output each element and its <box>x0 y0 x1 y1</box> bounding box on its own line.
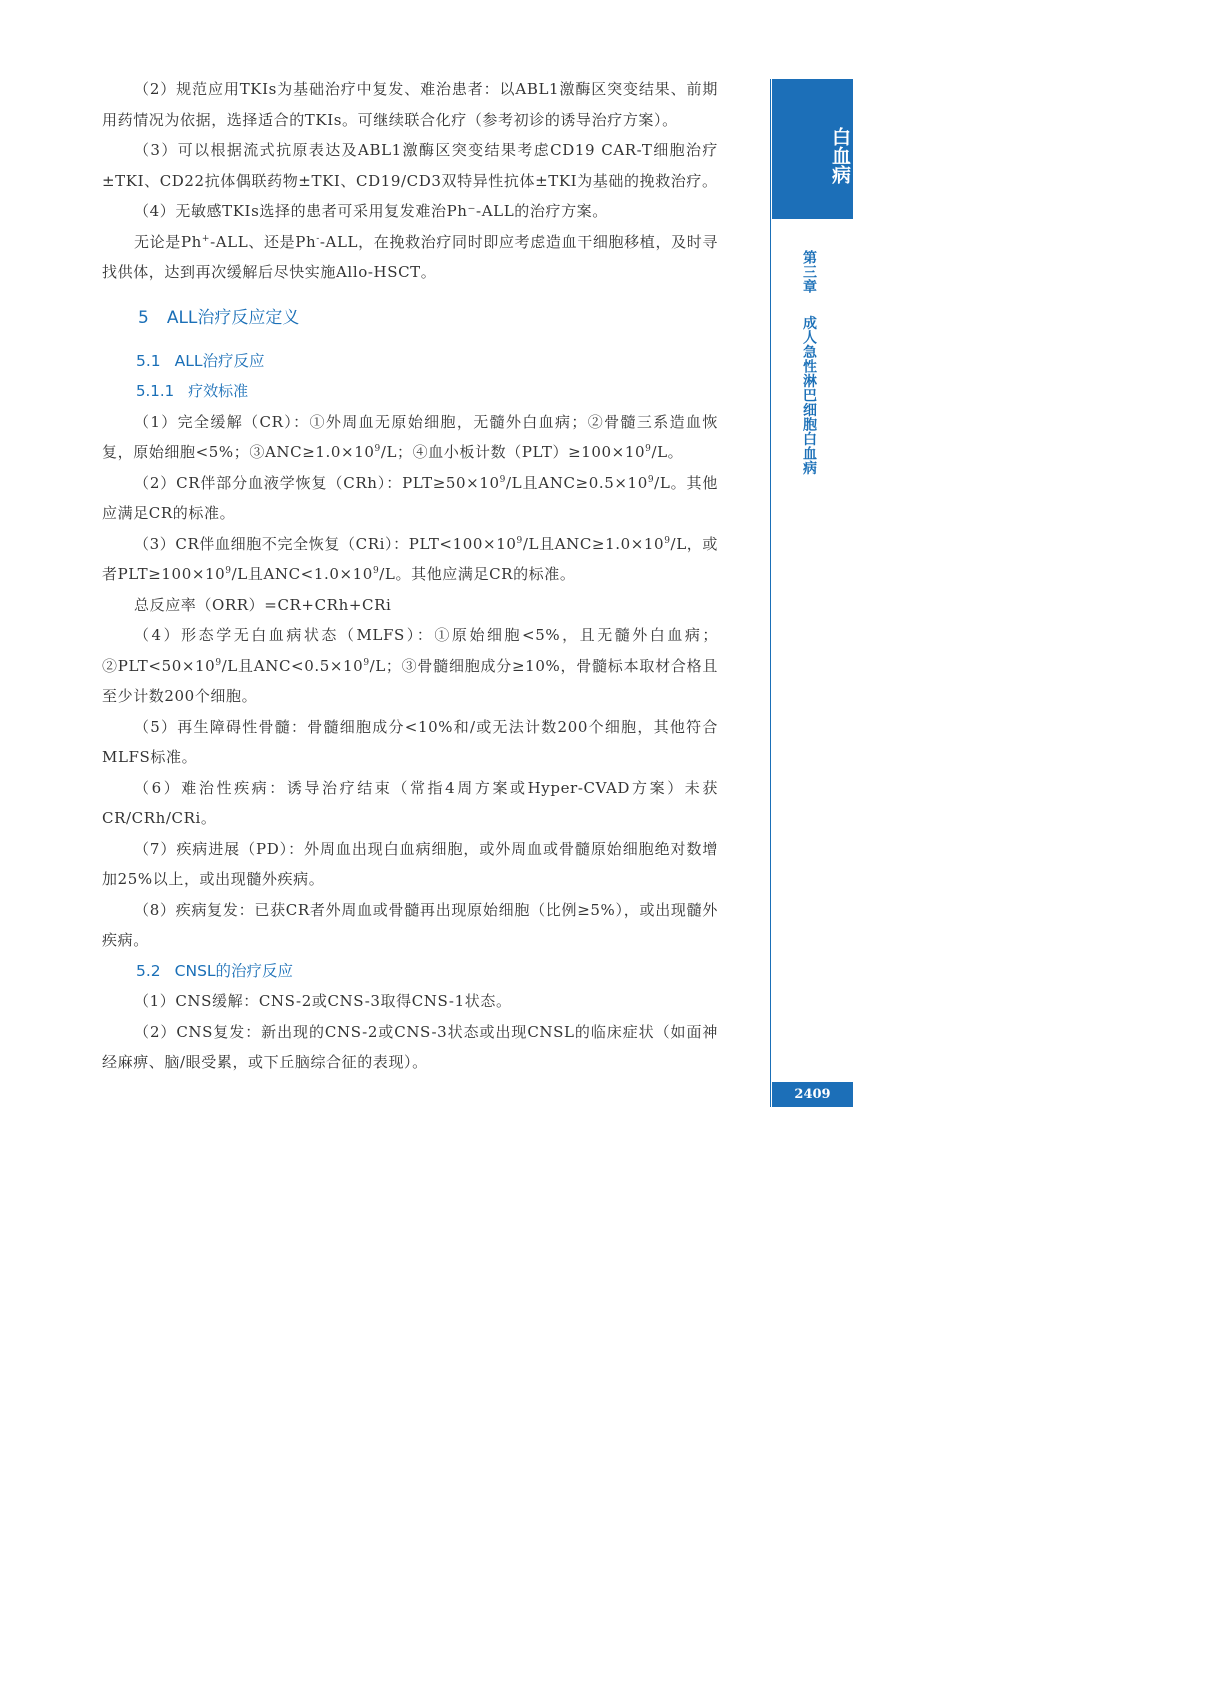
paragraph-aplastic: （5）再生障碍性骨髓：骨髓细胞成分<10%和/或无法计数200个细胞，其他符合MLFS标准。 <box>102 717 718 766</box>
paragraph-crh: （2）CR伴部分血液学恢复（CRh）：$PLT\ge 50\times 10^9/L$且$ANC\ge 0.5\times 10^9/L$。其他应满足CR的标准。 <box>102 473 719 522</box>
paragraph-progression: （7）疾病进展（PD）：外周血出现白血病细胞，或外周血或骨髓原始细胞绝对数增加25%以上，或出现髓外疾病。 <box>102 839 718 888</box>
paragraph-cns-relapse: （2）CNS复发：新出现的CNS-2或CNS-3状态或出现CNSL的临床症状（如面神经麻痹、脑/眼受累，或下丘脑综合征的表现）。 <box>102 1022 718 1071</box>
side-tab-label: 白血病 <box>829 126 851 184</box>
page-number: 2409 <box>772 1082 853 1107</box>
side-tab <box>772 79 853 219</box>
paragraph-refractory: （6）难治性疾病：诱导治疗结束（常指4周方案或Hyper-CVAD方案）未获CR/CRh/CRi。 <box>102 778 718 827</box>
paragraph-car-t: （3）可以根据流式抗原表达及ABL1激酶区突变结果考虑CD19 CAR-T细胞治疗±TKI、CD22抗体偶联药物±TKI、CD19/CD3双特异性抗体±TKI为基础的挽救治疗。 <box>102 141 718 190</box>
main-content <box>102 74 718 1078</box>
section-heading-5: 5 ALL治疗反应定义 <box>138 307 300 328</box>
paragraph-cns-remission: （1）CNS缓解：CNS-2或CNS-3取得CNS-1状态。 <box>134 992 512 1010</box>
section-heading-5-1: 5.1 ALL治疗反应 <box>136 351 265 370</box>
paragraph-relapse: （8）疾病复发：已获CR者外周血或骨髓再出现原始细胞（比例≥5%），或出现髓外疾病。 <box>102 900 718 949</box>
paragraph-tki-relapse: （2）规范应用TKIs为基础治疗中复发、难治患者：以ABL1激酶区突变结果、前期用药情况为依据，选择适合的TKIs。可继续联合化疗（参考初诊的诱导治疗方案）。 <box>102 80 718 129</box>
chapter-number: 第三章 <box>801 250 817 294</box>
paragraph-no-tki: （4）无敏感TKIs选择的患者可采用复发难治Ph⁻-ALL的治疗方案。 <box>134 202 608 220</box>
margin-rule <box>770 79 771 1107</box>
running-chapter-title <box>794 250 824 475</box>
paragraph-cri: （3）CR伴血细胞不完全恢复（CRi）：$PLT<100\times 10^9/L$且$ANC\ge 1.0\times 10^9/L$，或者$PLT\ge 100\times 10^9/L$且$ANC<1.0\times 10^9/L$。其他应满足CR的标准。 <box>102 534 719 583</box>
paragraph-cr: （1）完全缓解（CR）：①外周血无原始细胞，无髓外白血病；②骨髓三系造血恢复，原始细胞<5%；$③ANC\ge 1.0\times 10^9/L$；④血小板计数$(PLT)\ge 100\times 10^9/L$。 <box>102 412 718 461</box>
section-heading-5-1-1: 5.1.1 疗效标准 <box>136 382 249 400</box>
chapter-title: 成人急性淋巴细胞白血病 <box>801 315 817 475</box>
paragraph-salvage-transplant: 无论是Ph+-ALL、还是Ph--ALL，在挽救治疗同时即应考虑造血干细胞移植，及时寻找供体，达到再次缓解后尽快实施Allo-HSCT。 <box>102 232 718 281</box>
section-heading-5-2: 5.2 CNSL的治疗反应 <box>136 961 294 980</box>
paragraph-mlfs: （4）形态学无白血病状态（MLFS）：①原始细胞<5%，且无髓外白血病；$②PLT<50\times 10^9/L$且$ANC<0.5\times 10^9/L$；③骨髓细胞成分≥10%，骨髓标本取材合格且至少计数200个细胞。 <box>102 626 719 705</box>
paragraph-orr: 总反应率（ORR）=CR+CRh+CRi <box>134 595 392 614</box>
